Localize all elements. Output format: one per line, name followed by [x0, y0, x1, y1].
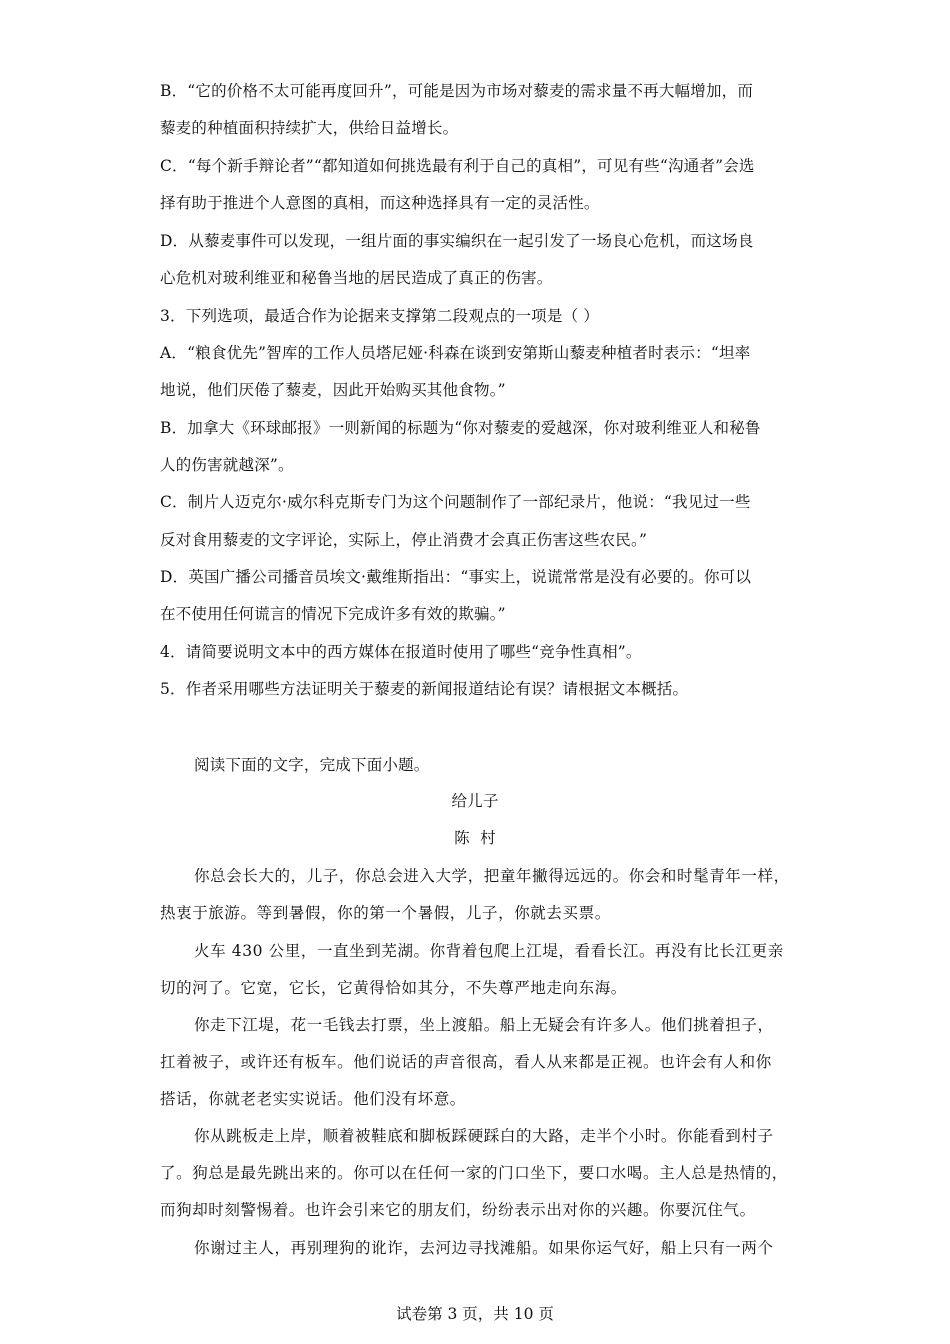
q3-option-a-line-2: 地说，他们厌倦了藜麦，因此开始购买其他食物。”: [160, 381, 506, 399]
q2-option-c-line-2: 择有助于推进个人意图的真相，而这种选择具有一定的灵活性。: [160, 194, 600, 212]
q3-option-d-line-2: 在不使用任何谎言的情况下完成许多有效的欺骗。”: [160, 605, 506, 623]
paragraph-5-line-1: 你谢过主人，再别理狗的讹诈，去河边寻找滩船。如果你运气好，船上只有一两个: [194, 1239, 774, 1257]
paragraph-4-line-3: 而狗却时刻警惕着。也许会引来它的朋友们，纷纷表示出对你的兴趣。你要沉住气。: [160, 1201, 756, 1219]
q2-option-d-line-2: 心危机对玻利维亚和秘鲁当地的居民造成了真正的伤害。: [160, 269, 553, 287]
paragraph-3-line-2: 扛着被子，或许还有板车。他们说话的声音很高，看人从来都是正视。也许会有人和你: [160, 1053, 772, 1071]
paragraph-2-line-2: 切的河了。它宽，它长，它黄得恰如其分，不失尊严地走向东海。: [160, 979, 627, 997]
passage-title: 给儿子: [451, 792, 499, 810]
q3-option-b-line-1: B．加拿大《环球邮报》一则新闻的标题为“你对藜麦的爱越深，你对玻利维亚人和秘鲁: [160, 419, 761, 437]
q2-option-d-line-1: D．从藜麦事件可以发现，一组片面的事实编织在一起引发了一场良心危机，而这场良: [160, 232, 754, 250]
q3-option-b-line-2: 人的伤害就越深”。: [160, 456, 294, 474]
reading-instruction: 阅读下面的文字，完成下面小题。: [194, 756, 430, 774]
q2-option-b-line-1: B．“它的价格不太可能再度回升”，可能是因为市场对藜麦的需求量不再大幅增加，而: [160, 82, 754, 100]
paragraph-1-line-2: 热衷于旅游。等到暑假，你的第一个暑假，儿子，你就去买票。: [160, 904, 611, 922]
paragraph-4-line-2: 了。狗总是最先跳出来的。你可以在任何一家的门口坐下，要口水喝。主人总是热情的，: [160, 1164, 788, 1182]
q3-stem: 3．下列选项，最适合作为论据来支撑第二段观点的一项是（ ）: [160, 307, 600, 325]
q3-option-c-line-2: 反对食用藜麦的文字评论，实际上，停止消费才会真正伤害这些农民。”: [160, 531, 648, 549]
page-footer: 试卷第 3 页，共 10 页: [396, 1305, 554, 1323]
paragraph-1-line-1: 你总会长大的，儿子，你总会进入大学，把童年撇得远远的。你会和时髦青年一样，: [194, 867, 790, 885]
paragraph-3-line-3: 搭话，你就老老实实说话。他们没有坏意。: [160, 1090, 466, 1108]
paragraph-2-line-1: 火车 430 公里，一直坐到芜湖。你背着包爬上江堤，看看长江。再没有比长江更亲: [194, 942, 784, 960]
passage-author: 陈 村: [454, 829, 496, 847]
q2-option-c-line-1: C．“每个新手辩论者”“都知道如何挑选最有利于自己的真相”，可见有些“沟通者”会选: [160, 157, 755, 175]
q3-option-c-line-1: C．制片人迈克尔·威尔科克斯专门为这个问题制作了一部纪录片，他说：“我见过一些: [160, 493, 751, 511]
paragraph-3-line-1: 你走下江堤，花一毛钱去打票，坐上渡船。船上无疑会有许多人。他们挑着担子，: [194, 1016, 774, 1034]
paragraph-4-line-1: 你从跳板走上岸，顺着被鞋底和脚板踩硬踩白的大路，走半个小时。你能看到村子: [194, 1127, 774, 1145]
q4-text: 4．请简要说明文本中的西方媒体在报道时使用了哪些“竞争性真相”。: [160, 643, 642, 661]
q5-text: 5．作者采用哪些方法证明关于藜麦的新闻报道结论有误？请根据文本概括。: [160, 680, 689, 698]
q3-option-a-line-1: A．“粮食优先”智库的工作人员塔尼娅·科森在谈到安第斯山藜麦种植者时表示：“坦率: [160, 344, 751, 362]
q3-option-d-line-1: D．英国广播公司播音员埃文·戴维斯指出：“事实上，说谎常常是没有必要的。你可以: [160, 568, 752, 586]
q2-option-b-line-2: 藜麦的种植面积持续扩大，供给日益增长。: [160, 119, 459, 137]
